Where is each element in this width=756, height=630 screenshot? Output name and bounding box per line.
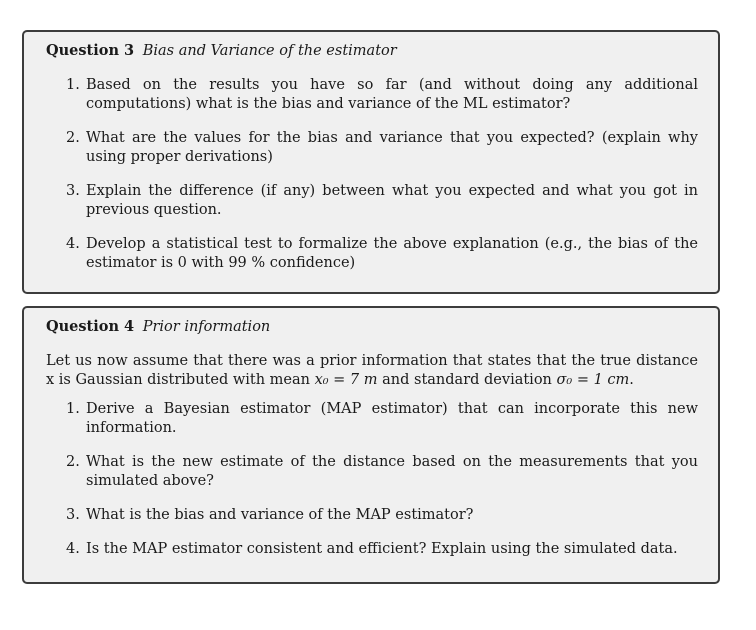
item-text: What are the values for the bias and variance that you expected? (explain why using proper derivations) (86, 130, 698, 165)
item-text: What is the new estimate of the distance based on the measurements that you simulated above? (86, 454, 698, 489)
question-3-number: Question 3 (46, 42, 135, 59)
item-number: 4. (66, 541, 80, 557)
question-3-item-3 (46, 182, 698, 220)
item-number: 2. (66, 130, 80, 146)
question-3-item-4 (46, 235, 698, 273)
intro-text-3: . (629, 372, 634, 388)
item-number: 1. (66, 401, 80, 417)
item-text: Derive a Bayesian estimator (MAP estimator) that can incorporate this new information. (86, 401, 698, 436)
item-text: Based on the results you have so far (and without doing any additional computations) what is the bias and variance of the ML estimator? (86, 77, 698, 112)
question-3-item-1 (46, 76, 698, 114)
question-4-subtitle: Prior information (142, 319, 271, 335)
question-4-number: Question 4 (46, 318, 135, 335)
intro-text-1: Let us now assume that there was a prior information that states that the true distance x is Gaussian distributed with mean (46, 353, 698, 388)
question-4-intro (46, 352, 698, 390)
question-4-item-2 (46, 453, 698, 491)
question-4-item-1 (46, 400, 698, 438)
item-number: 3. (66, 507, 80, 523)
intro-sd-expression: σ₀ = 1 cm (556, 372, 630, 388)
question-3-box (22, 30, 720, 294)
item-text: Develop a statistical test to formalize the above explanation (e.g., the bias of the estimator is 0 with 99 % confidence) (86, 236, 698, 271)
item-number: 2. (66, 454, 80, 470)
item-number: 1. (66, 77, 80, 93)
question-3-subtitle: Bias and Variance of the estimator (142, 43, 397, 59)
intro-mean-expression: x₀ = 7 m (314, 372, 378, 388)
question-4-item-3 (46, 506, 698, 525)
question-4-box (22, 306, 720, 584)
intro-text-2: and standard deviation (377, 372, 557, 388)
item-number: 4. (66, 236, 80, 252)
question-3-list (46, 76, 698, 273)
item-number: 3. (66, 183, 80, 199)
item-text: Is the MAP estimator consistent and efficient? Explain using the simulated data. (86, 541, 678, 557)
question-4-item-4 (46, 540, 698, 559)
item-text: What is the bias and variance of the MAP estimator? (86, 507, 474, 523)
question-4-list (46, 400, 698, 559)
question-3-item-2 (46, 129, 698, 167)
item-text: Explain the difference (if any) between what you expected and what you got in previous question. (86, 183, 698, 218)
question-3-heading (46, 42, 698, 60)
question-4-heading (46, 318, 698, 336)
